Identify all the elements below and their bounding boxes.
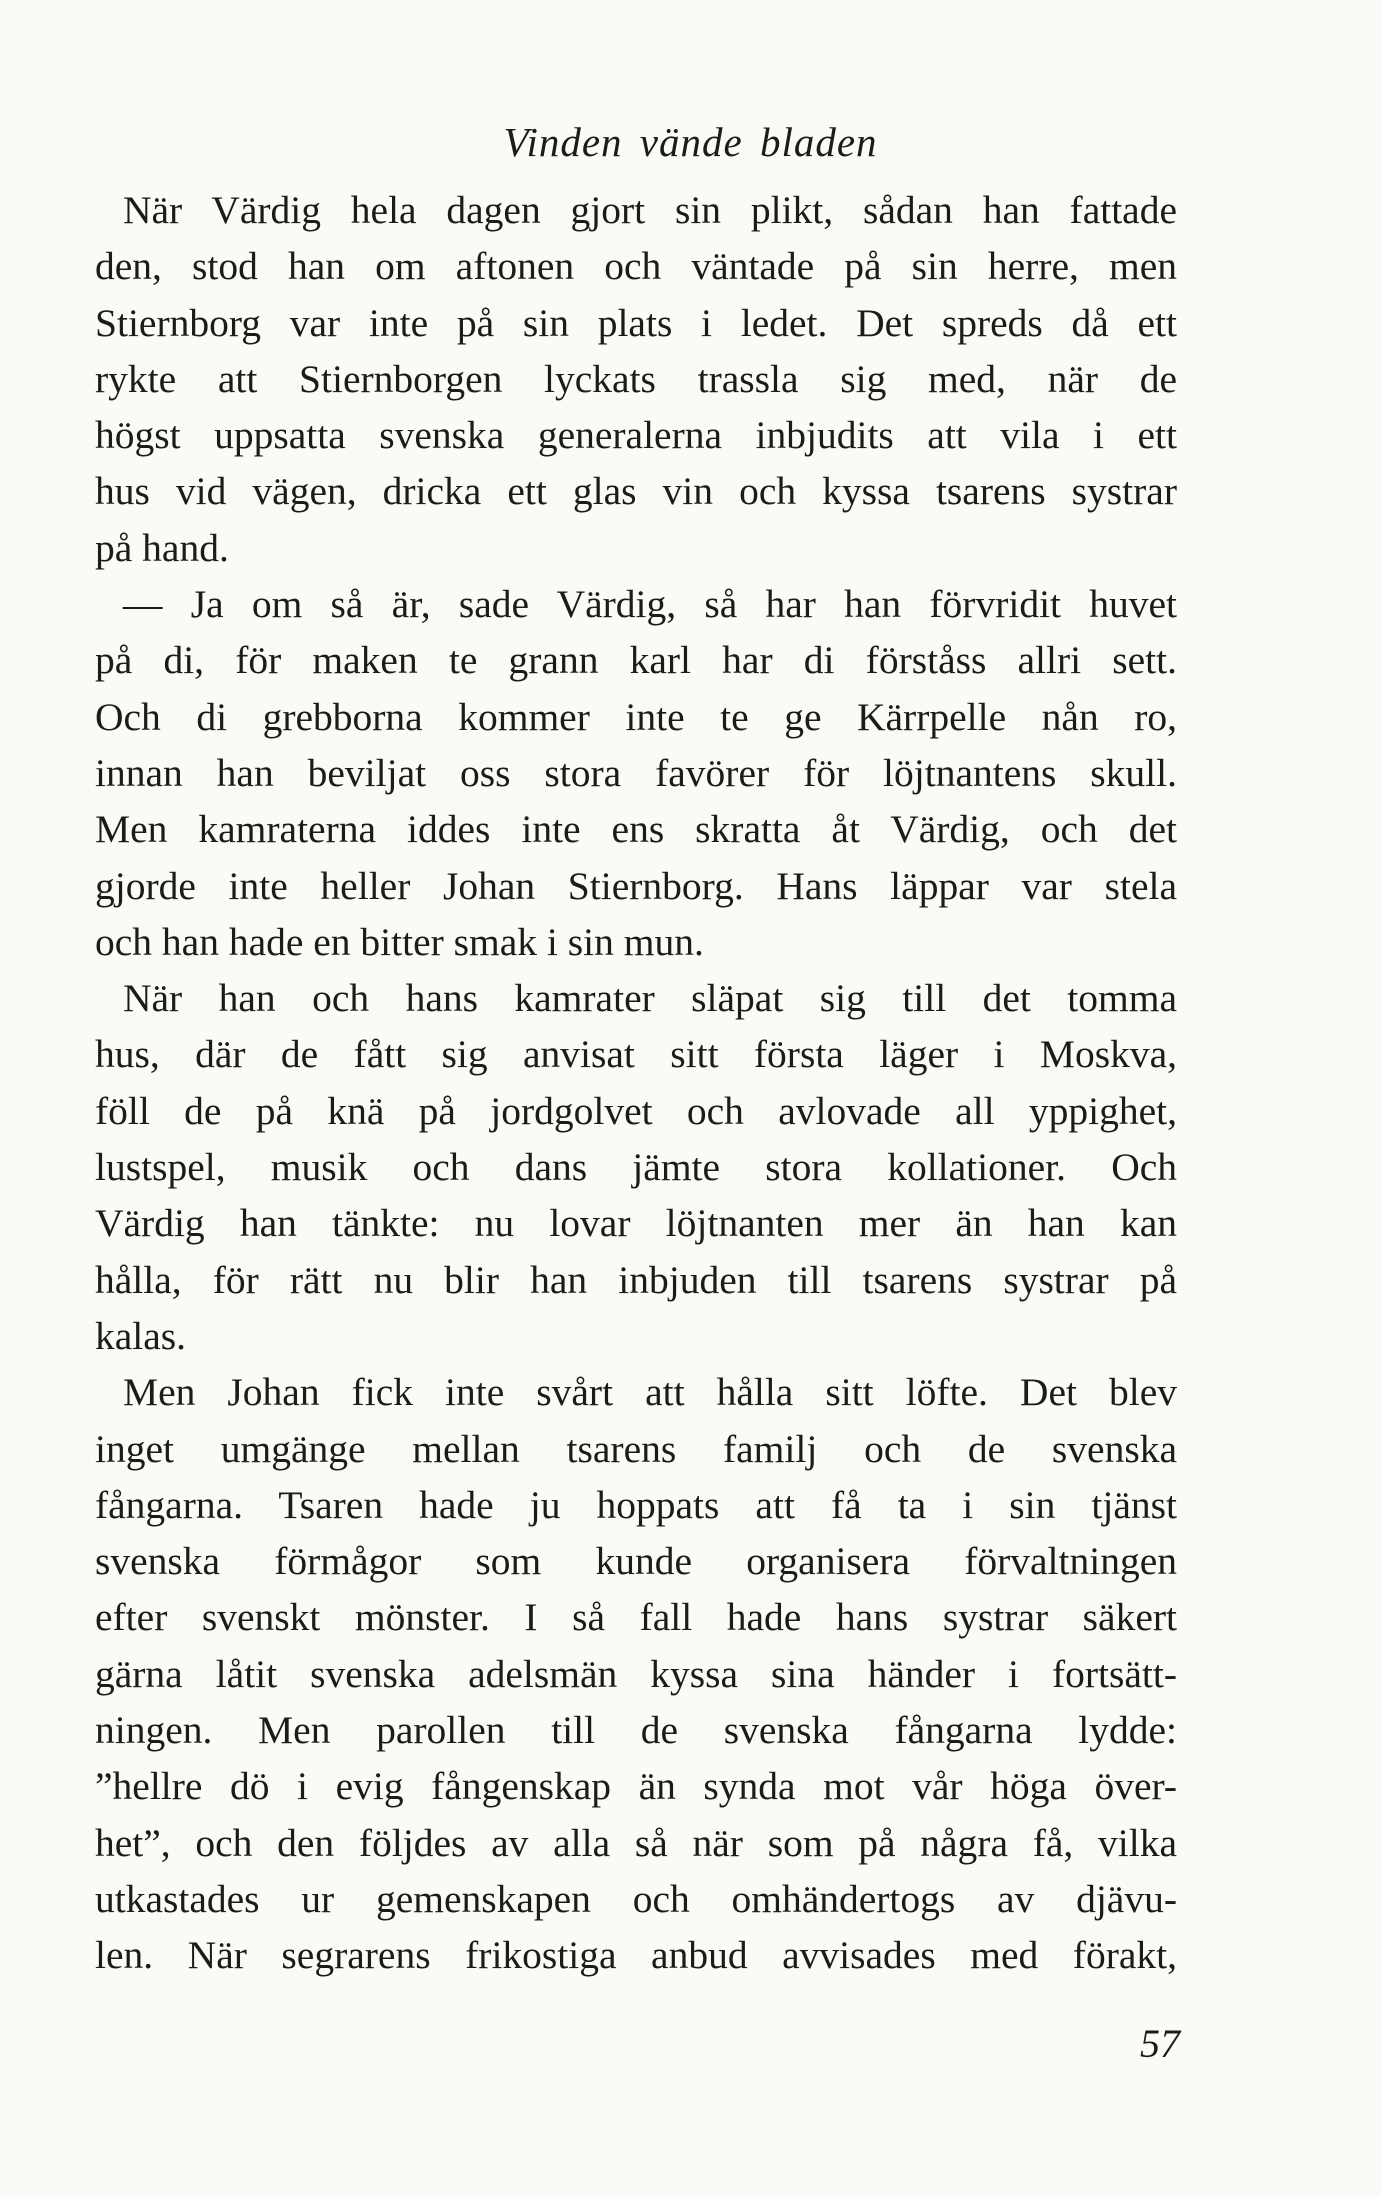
paragraph-2: [95, 576, 1177, 970]
text-line: Värdig han tänkte: nu lovar löjtnanten mer än han kan: [95, 1201, 1177, 1246]
text-line: gärna låtit svenska adelsmän kyssa sina händer i fortsätt-: [95, 1651, 1177, 1696]
text-line: het”, och den följdes av alla så när som på några få, vilka: [95, 1820, 1177, 1865]
paragraph-1: [95, 182, 1177, 576]
text-line: Men Johan fick inte svårt att hålla sitt löfte. Det blev: [123, 1370, 1177, 1415]
text-line: När han och hans kamrater släpat sig till det tomma: [123, 976, 1177, 1021]
text-line: Men kamraterna iddes inte ens skratta åt Värdig, och det: [95, 807, 1177, 852]
paragraph-4: [95, 1364, 1177, 1983]
text-line: — Ja om så är, sade Värdig, så har han förvridit huvet: [123, 582, 1177, 627]
text-line: och han hade en bitter smak i sin mun.: [95, 919, 704, 964]
text-line: högst uppsatta svenska generalerna inbjudits att vila i ett: [95, 413, 1177, 458]
text-line: efter svenskt mönster. I så fall hade hans systrar säkert: [95, 1595, 1177, 1640]
text-line: När Värdig hela dagen gjort sin plikt, sådan han fattade: [123, 188, 1177, 232]
text-line: svenska förmågor som kunde organisera förvaltningen: [95, 1539, 1177, 1584]
text-line: på hand.: [95, 525, 229, 570]
text-line: len. När segrarens frikostiga anbud avvisades med förakt,: [95, 1933, 1177, 1978]
text-line: hus vid vägen, dricka ett glas vin och kyssa tsarens systrar: [95, 469, 1177, 514]
text-line: rykte att Stiernborgen lyckats trassla sig med, när de: [95, 356, 1177, 401]
text-line: innan han beviljat oss stora favörer för löjtnantens skull.: [95, 750, 1177, 795]
text-line: ”hellre dö i evig fångenskap än synda mot vår höga över-: [95, 1764, 1177, 1809]
text-line: den, stod han om aftonen och väntade på sin herre, men: [95, 244, 1177, 289]
text-line: på di, för maken te grann karl har di förståss allri sett.: [95, 638, 1177, 683]
text-line: Stiernborg var inte på sin plats i ledet. Det spreds då ett: [95, 300, 1177, 345]
text-line: fångarna. Tsaren hade ju hoppats att få ta i sin tjänst: [95, 1482, 1177, 1527]
text-line: gjorde inte heller Johan Stiernborg. Hans läppar var stela: [95, 863, 1177, 908]
text-line: föll de på knä på jordgolvet och avlovade all yppighet,: [95, 1088, 1177, 1133]
running-head: Vinden vände bladen: [503, 119, 878, 165]
text-line: inget umgänge mellan tsarens familj och de svenska: [95, 1426, 1177, 1471]
text-line: Och di grebborna kommer inte te ge Kärrpelle nån ro,: [95, 694, 1177, 739]
text-line: ningen. Men parollen till de svenska fångarna lydde:: [95, 1708, 1177, 1753]
text-line: kalas.: [95, 1313, 187, 1358]
body-text: [95, 182, 1177, 1984]
text-line: utkastades ur gemenskapen och omhändertogs av djävu-: [95, 1876, 1177, 1921]
page-number: 57: [1140, 2021, 1180, 2066]
text-line: hålla, för rätt nu blir han inbjuden till tsarens systrar på: [95, 1257, 1177, 1302]
text-line: hus, där de fått sig anvisat sitt första läger i Moskva,: [95, 1032, 1177, 1077]
paragraph-3: [95, 970, 1177, 1364]
text-line: lustspel, musik och dans jämte stora kollationer. Och: [95, 1145, 1177, 1190]
